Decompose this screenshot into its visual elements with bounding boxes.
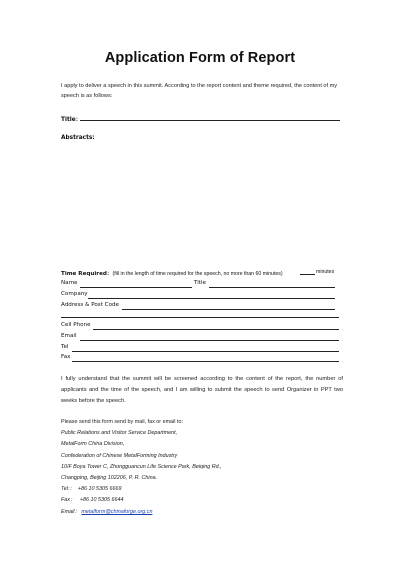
- address-field[interactable]: [122, 309, 335, 310]
- contact-tel: [61, 484, 222, 495]
- name-label: Name: [61, 280, 78, 286]
- minutes-label: minutes: [316, 269, 335, 275]
- abstracts-area[interactable]: [61, 145, 341, 263]
- time-required-row: [61, 269, 283, 277]
- time-required-label: Time Required：: [61, 271, 113, 277]
- abstracts-label: Abstracts:: [61, 135, 95, 141]
- contact-email-link[interactable]: metalform@chinaforge.org.cn: [81, 508, 153, 515]
- tel-field[interactable]: [72, 351, 339, 352]
- cellphone-label: Cell Phone: [61, 322, 91, 328]
- time-required-note: (fill in the length of time required for the speech, no more than 60 minutes): [112, 271, 283, 277]
- job-title-field[interactable]: [209, 287, 335, 288]
- intro-paragraph: I apply to deliver a speech in this summit. According to the report content and theme required, the content of my speech is as follows:: [61, 83, 338, 99]
- contact-email-label: Email：: [61, 508, 80, 515]
- fax-label: Fax: [61, 354, 71, 360]
- minutes-field[interactable]: [300, 274, 315, 275]
- contact-fax-value: +86 10 5305 6644: [79, 497, 124, 504]
- contact-department: Public Relations and Visitor Service Department,: [61, 430, 178, 437]
- contact-block: [61, 417, 222, 518]
- tel-label: Tel: [61, 344, 69, 350]
- address-label: Address & Post Code: [61, 302, 119, 308]
- title-field[interactable]: [80, 120, 340, 121]
- email-field[interactable]: [80, 340, 339, 341]
- send-note: Please send this form send by mail, fax or email to:: [61, 419, 183, 425]
- contact-division: MetalForm China Division,: [61, 441, 125, 448]
- title-label: Title：: [61, 117, 82, 123]
- title-field-label: Title: [194, 280, 206, 286]
- contact-email: [61, 507, 222, 518]
- contact-address-line2: Changping, Beijing 102206, P. R. China.: [61, 475, 158, 482]
- company-field[interactable]: [88, 298, 335, 299]
- form-title: Application Form of Report: [104, 50, 296, 66]
- cellphone-field[interactable]: [93, 329, 339, 330]
- contact-tel-label: Tel:：: [61, 486, 75, 493]
- contact-fax-label: Fax：: [61, 497, 76, 504]
- contact-address-line1: 10/F Boya Tower C, Zhongguancun Life Science Park, Beiqing Rd.,: [61, 463, 222, 470]
- agreement-paragraph: I fully understand that the summit will be screened according to the content of the report, the number of applicants and the time of the speech, and I am willing to submit the speech to send Organizer in PPT two weeks before the speech.: [61, 376, 343, 405]
- email-label: Email: [61, 333, 77, 339]
- contact-fax: [61, 495, 222, 506]
- fax-field[interactable]: [72, 361, 339, 362]
- contact-confederation: Confederation of Chinese MetalForming Industry: [61, 452, 178, 459]
- blank-line[interactable]: [61, 317, 339, 318]
- contact-tel-value: +86 10 5305 6669: [77, 486, 122, 493]
- name-field[interactable]: [80, 287, 192, 288]
- company-label: Company: [61, 291, 88, 297]
